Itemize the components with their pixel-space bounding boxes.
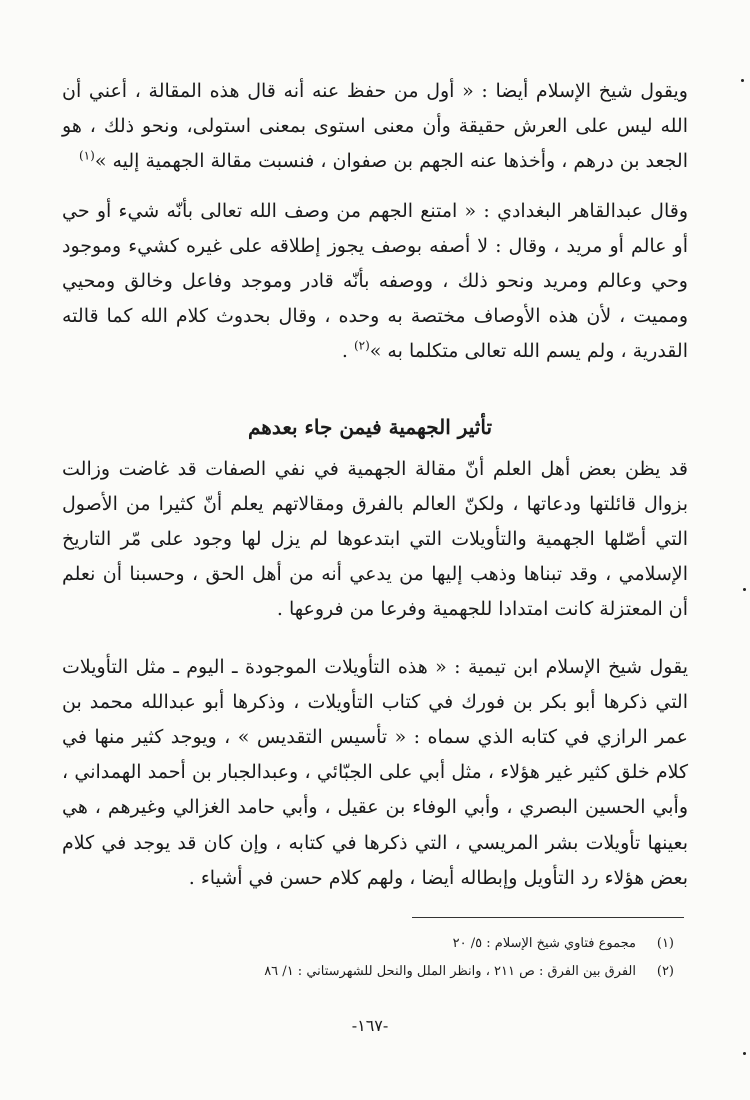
paragraph-2	[62, 194, 688, 370]
page-body	[62, 74, 688, 904]
footnote-number: (١)	[656, 936, 674, 951]
paragraph-2-tail: .	[341, 340, 354, 363]
paragraph-1	[62, 74, 688, 180]
paragraph-1-text: ويقول شيخ الإسلام أيضا : « أول من حفظ عنه أنه قال هذه المقالة ، أعني أن الله ليس على العرش حقيقة وأن معنى استوى بمعنى استولى، ونحو ذلك ، هو الجعد بن درهم ، وأخذها عنه الجهم بن صفوان ، فنسبت مقالة الجهمية إليه »	[62, 80, 688, 173]
paragraph-3: قد يظن بعض أهل العلم أنّ مقالة الجهمية في نفي الصفات قد غاضت وزالت بزوال قائلتها ودعاتها ، ولكنّ العالم بالفرق ومقالاتهم يعلم أنّ كثيرا من الأصول التي أصّلها الجهمية والتأويلات التي ابتدعوها لم يزل لها وجود على مّر التاريخ الإسلامي ، وقد تبناها وذهب إليها من يدعي أنه من أهل الحق ، وحسبنا أن نعلم أن المعتزلة كانت امتدادا للجهمية وفرعا من فروعها .	[62, 457, 688, 621]
paragraph-2-text: وقال عبدالقاهر البغدادي : « امتنع الجهم من وصف الله تعالى بأنّه شيء أو حي أو عالم أو مريد ، وقال : لا أصفه بوصف يجوز إطلاقه على غيره كشيء وموجود وحي وعالم ومريد ونحو ذلك ، ووصفه بأنّه قادر وموجد وفاعل وخالق ومحيي ومميت ، لأن هذه الأوصاف مختصة به وحده ، وقال بحدوث كلام الله كما قالته القدرية ، ولم يسم الله تعالى متكلما به »	[62, 199, 688, 363]
paragraph-4: يقول شيخ الإسلام ابن تيمية : « هذه التأويلات الموجودة ـ اليوم ـ مثل التأويلات التي ذكرها أبو بكر بن فورك في كتاب التأويلات ، وذكرها أبو عبدالله محمد بن عمر الرازي في كتابه الذي سماه : « تأسيس التقديس » ، ويوجد كثير منها في كلام خلق كثير غير هؤلاء ، مثل أبي على الجبّائي ، وعبدالجبار بن أحمد الهمداني ، وأبي الحسين البصري ، وأبي الوفاء بن عقيل ، وأبي حامد الغزالي وغيرهم ، هي بعينها تأويلات بشر المريسي ، التي ذكرها في كتابه ، وإن كان قد يوجد في كلام بعض هؤلاء رد التأويل وإبطاله أيضا ، ولهم كلام حسن في أشياء .	[62, 655, 688, 889]
footnote-ref-1: (١)	[78, 149, 95, 164]
footnote-text: مجموع فتاوي شيخ الإسلام : ٥/ ٢٠	[452, 936, 636, 951]
footnotes	[260, 930, 674, 986]
scan-speck	[743, 1052, 746, 1055]
section-heading: تأثير الجهمية فيمن جاء بعدهم	[247, 414, 493, 439]
footnote-ref-2: (٢)	[353, 339, 370, 354]
footnote-2	[260, 958, 674, 986]
scan-speck	[741, 79, 744, 82]
scan-speck	[743, 588, 746, 591]
footnote-number: (٢)	[656, 964, 674, 979]
footnote-text: الفرق بين الفرق : ص ٢١١ ، وانظر الملل والنحل للشهرستاني : ١/ ٨٦	[264, 964, 636, 979]
footnote-divider	[412, 917, 684, 918]
footnote-1	[260, 930, 674, 958]
page-number: -١٦٧-	[351, 1016, 389, 1035]
